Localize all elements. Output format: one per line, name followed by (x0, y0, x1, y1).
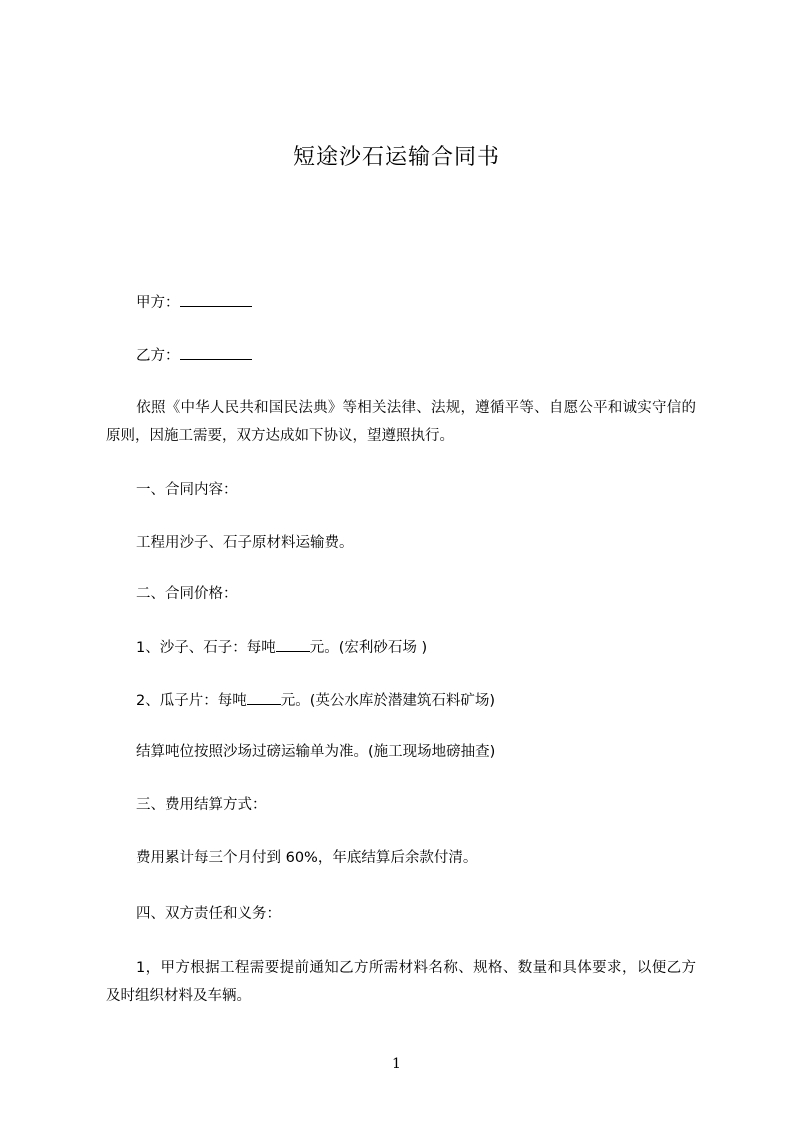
price-item-2 (136, 690, 495, 711)
party-a-label: 甲方： (136, 295, 180, 311)
price-item-1-blank (276, 637, 310, 652)
duty-paragraph-1 (106, 954, 696, 1010)
section1-heading: 一、合同内容： (136, 482, 238, 498)
price-item-2-suffix: 元。(英公水库於潜建筑石料矿场) (280, 693, 496, 709)
party-a-blank (180, 292, 252, 307)
duty-1-text: 1，甲方根据工程需要提前通知乙方所需材料名称、规格、数量和具体要求，以便乙方及时组织材料及车辆。 (106, 960, 696, 1004)
section2-heading: 二、合同价格： (136, 586, 238, 602)
price-item-1-prefix: 1、沙子、石子：每吨 (136, 640, 276, 656)
price-item-2-prefix: 2、瓜子片：每吨 (136, 693, 247, 709)
intro-text: 依照《中华人民共和国民法典》等相关法律、法规，遵循平等、自愿公平和诚实守信的原则，因施工需要，双方达成如下协议，望遵照执行。 (106, 400, 696, 444)
price-item-2-blank (247, 690, 281, 705)
party-a-line (136, 292, 252, 313)
page-number: 1 (392, 1056, 401, 1072)
section3-heading: 三、费用结算方式： (136, 797, 267, 813)
document-title: 短途沙石运输合同书 (292, 145, 500, 170)
section3-body: 费用累计每三个月付到 60%，年底结算后余款付清。 (136, 850, 478, 866)
price-item-1-suffix: 元。(宏利砂石场 ) (309, 640, 428, 656)
party-b-label: 乙方： (136, 348, 180, 364)
settlement-note: 结算吨位按照沙场过磅运输单为准。(施工现场地磅抽查) (136, 744, 496, 760)
section4-heading: 四、双方责任和义务： (136, 906, 281, 922)
party-b-blank (180, 345, 252, 360)
price-item-1 (136, 637, 427, 658)
party-b-line (136, 345, 252, 366)
section1-body: 工程用沙子、石子原材料运输费。 (136, 535, 354, 551)
intro-paragraph (106, 394, 696, 450)
